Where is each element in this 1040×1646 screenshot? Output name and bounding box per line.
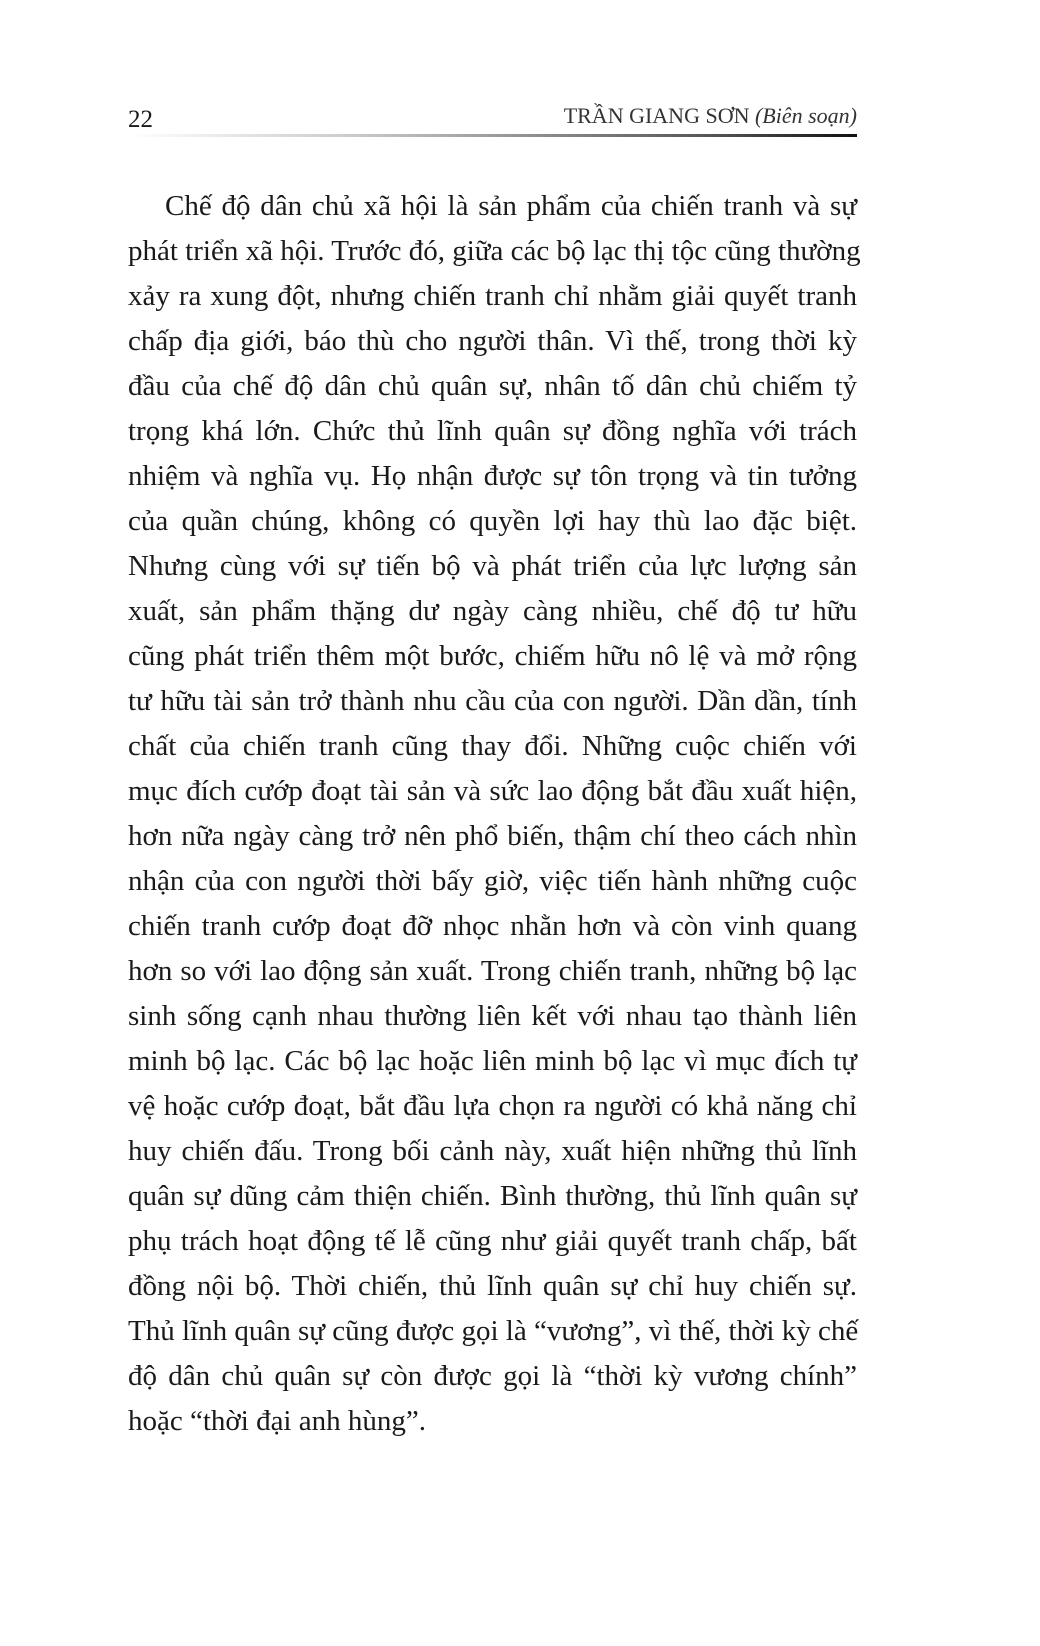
text-line: nhận của con người thời bấy giờ, việc tiến hành những cuộc (128, 865, 857, 897)
text-line: độ dân chủ quân sự còn được gọi là “thời kỳ vương chính” (128, 1360, 857, 1392)
text-line: nhiệm và nghĩa vụ. Họ nhận được sự tôn trọng và tin tưởng (128, 460, 857, 492)
text-line: tư hữu tài sản trở thành nhu cầu của con người. Dần dần, tính (128, 685, 857, 717)
text-line: huy chiến đấu. Trong bối cảnh này, xuất hiện những thủ lĩnh (128, 1135, 857, 1167)
text-line: Thủ lĩnh quân sự cũng được gọi là “vương”, vì thế, thời kỳ chế (128, 1315, 859, 1347)
text-line: vệ hoặc cướp đoạt, bắt đầu lựa chọn ra người có khả năng chỉ (128, 1090, 857, 1122)
text-line: đồng nội bộ. Thời chiến, thủ lĩnh quân sự chỉ huy chiến sự. (128, 1270, 857, 1302)
text-line: trọng khá lớn. Chức thủ lĩnh quân sự đồng nghĩa với trách (128, 415, 857, 447)
text-line: chiến tranh cướp đoạt đỡ nhọc nhằn hơn và còn vinh quang (128, 910, 857, 942)
text-line: phát triển xã hội. Trước đó, giữa các bộ lạc thị tộc cũng thường (128, 235, 861, 267)
text-line: xuất, sản phẩm thặng dư ngày càng nhiều, chế độ tư hữu (128, 595, 857, 627)
text-line: cũng phát triển thêm một bước, chiếm hữu nô lệ và mở rộng (128, 640, 857, 672)
text-line: Chế độ dân chủ xã hội là sản phẩm của chiến tranh và sự (165, 190, 857, 222)
text-line: quân sự dũng cảm thiện chiến. Bình thường, thủ lĩnh quân sự (128, 1180, 857, 1212)
text-line: hơn so với lao động sản xuất. Trong chiến tranh, những bộ lạc (128, 955, 857, 987)
body-text (128, 184, 861, 1444)
header-rule (128, 134, 857, 137)
text-line: của quần chúng, không có quyền lợi hay thù lao đặc biệt. (128, 505, 857, 537)
text-line: mục đích cướp đoạt tài sản và sức lao động bắt đầu xuất hiện, (128, 775, 857, 807)
text-line: đầu của chế độ dân chủ quân sự, nhân tố dân chủ chiếm tỷ (128, 370, 857, 402)
page-number: 22 (128, 106, 153, 133)
text-line: minh bộ lạc. Các bộ lạc hoặc liên minh bộ lạc vì mục đích tự (128, 1045, 857, 1077)
text-line: phụ trách hoạt động tế lễ cũng như giải quyết tranh chấp, bất (128, 1225, 857, 1257)
author-name: TRẦN GIANG SƠN (563, 103, 750, 128)
text-line: sinh sống cạnh nhau thường liên kết với nhau tạo thành liên (128, 1000, 857, 1032)
text-line: Nhưng cùng với sự tiến bộ và phát triển của lực lượng sản (128, 550, 857, 582)
running-header (564, 103, 857, 129)
text-line: hoặc “thời đại anh hùng”. (128, 1405, 426, 1437)
author-role: (Biên soạn) (754, 103, 857, 128)
text-line: hơn nữa ngày càng trở nên phổ biến, thậm chí theo cách nhìn (128, 820, 857, 852)
text-line: chất của chiến tranh cũng thay đổi. Những cuộc chiến với (128, 730, 857, 762)
text-line: xảy ra xung đột, nhưng chiến tranh chỉ nhằm giải quyết tranh (128, 280, 857, 312)
text-line: chấp địa giới, báo thù cho người thân. Vì thế, trong thời kỳ (128, 325, 857, 357)
